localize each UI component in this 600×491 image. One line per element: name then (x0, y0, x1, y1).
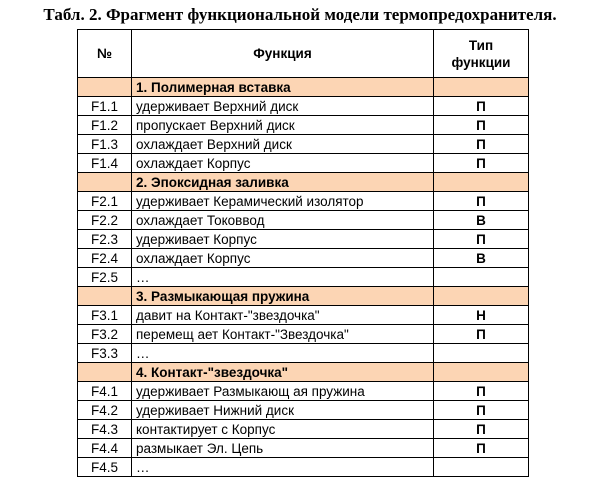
function-number: F1.3 (78, 135, 132, 154)
function-type (434, 268, 529, 287)
group-name: 3. Размыкающая пружина (132, 287, 434, 306)
table-row (78, 192, 529, 211)
function-number: F3.1 (78, 306, 132, 325)
group-empty-cell (434, 287, 529, 306)
function-type: П (434, 382, 529, 401)
group-empty-cell (434, 78, 529, 97)
function-description: размыкает Эл. Цепь (132, 439, 434, 458)
function-description: перемещ ает Контакт-"Звездочка" (132, 325, 434, 344)
function-description: контактирует с Корпус (132, 420, 434, 439)
function-description: охлаждает Корпус (132, 154, 434, 173)
function-number: F2.3 (78, 230, 132, 249)
table-row (78, 154, 529, 173)
function-type: П (434, 192, 529, 211)
function-number: F2.5 (78, 268, 132, 287)
table-row (78, 401, 529, 420)
function-description: удерживает Нижний диск (132, 401, 434, 420)
group-empty-cell (78, 78, 132, 97)
function-description: … (132, 458, 434, 477)
function-type: П (434, 439, 529, 458)
function-description: удерживает Верхний диск (132, 97, 434, 116)
function-type (434, 458, 529, 477)
header-function: Функция (132, 30, 434, 78)
table-row (78, 116, 529, 135)
function-number: F2.1 (78, 192, 132, 211)
function-description: охлаждает Верхний диск (132, 135, 434, 154)
function-type: П (434, 116, 529, 135)
function-number: F4.5 (78, 458, 132, 477)
function-type: В (434, 249, 529, 268)
function-type: В (434, 211, 529, 230)
function-description: удерживает Размыкающ ая пружина (132, 382, 434, 401)
table-row (78, 211, 529, 230)
function-description: пропускает Верхний диск (132, 116, 434, 135)
function-description: удерживает Керамический изолятор (132, 192, 434, 211)
table-row (78, 420, 529, 439)
function-description: удерживает Корпус (132, 230, 434, 249)
function-description: давит на Контакт-"звездочка" (132, 306, 434, 325)
function-type: П (434, 325, 529, 344)
function-number: F4.1 (78, 382, 132, 401)
function-number: F1.2 (78, 116, 132, 135)
group-empty-cell (78, 287, 132, 306)
group-empty-cell (78, 173, 132, 192)
table-row (78, 325, 529, 344)
table-row (78, 97, 529, 116)
function-number: F3.2 (78, 325, 132, 344)
table-body (78, 78, 529, 477)
function-type: П (434, 135, 529, 154)
table-row (78, 230, 529, 249)
table-row (78, 135, 529, 154)
function-number: F3.3 (78, 344, 132, 363)
group-empty-cell (78, 363, 132, 382)
function-type: П (434, 230, 529, 249)
group-row (78, 78, 529, 97)
group-row (78, 173, 529, 192)
function-number: F4.2 (78, 401, 132, 420)
function-type: П (434, 97, 529, 116)
function-description: … (132, 268, 434, 287)
table-row (78, 382, 529, 401)
function-number: F1.1 (78, 97, 132, 116)
function-type: П (434, 420, 529, 439)
function-number: F2.4 (78, 249, 132, 268)
table-row (78, 439, 529, 458)
function-model-table (77, 29, 529, 477)
function-description: охлаждает Токоввод (132, 211, 434, 230)
group-row (78, 363, 529, 382)
function-number: F4.4 (78, 439, 132, 458)
function-number: F2.2 (78, 211, 132, 230)
group-empty-cell (434, 173, 529, 192)
table-row (78, 268, 529, 287)
group-row (78, 287, 529, 306)
function-number: F1.4 (78, 154, 132, 173)
group-name: 4. Контакт-"звездочка" (132, 363, 434, 382)
function-type: П (434, 154, 529, 173)
table-row (78, 344, 529, 363)
header-function-type: Тип функции (434, 30, 529, 78)
table-caption: Табл. 2. Фрагмент функциональной модели термопредохранителя. (43, 5, 557, 24)
function-type (434, 344, 529, 363)
function-type: П (434, 401, 529, 420)
header-number: № (78, 30, 132, 78)
group-name: 2. Эпоксидная заливка (132, 173, 434, 192)
table-row (78, 306, 529, 325)
group-name: 1. Полимерная вставка (132, 78, 434, 97)
table-row (78, 458, 529, 477)
table-row (78, 249, 529, 268)
group-empty-cell (434, 363, 529, 382)
function-number: F4.3 (78, 420, 132, 439)
function-description: … (132, 344, 434, 363)
function-type: Н (434, 306, 529, 325)
table-header-row (78, 30, 529, 78)
function-description: охлаждает Корпус (132, 249, 434, 268)
